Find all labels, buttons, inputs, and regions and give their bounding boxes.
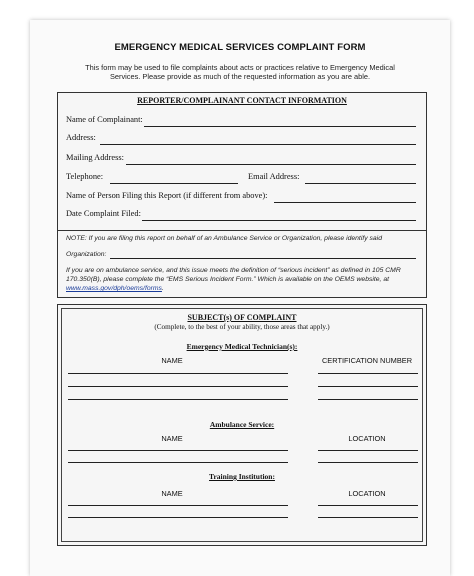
- email-address-label: Email Address:: [248, 172, 300, 181]
- subjects-subheading: (Complete, to the best of your ability, those areas that apply.): [154, 323, 330, 331]
- ambulance-location-field-2[interactable]: [318, 462, 418, 463]
- emt-name-column: NAME: [161, 356, 183, 365]
- ambulance-name-column: NAME: [161, 434, 183, 443]
- filer-name-label: Name of Person Filing this Report (if different from above):: [66, 191, 268, 200]
- form-title: EMERGENCY MEDICAL SERVICES COMPLAINT FORM: [114, 42, 366, 53]
- organization-label: Organization:: [66, 251, 107, 258]
- link-period: .: [161, 285, 164, 292]
- filer-name-field[interactable]: [274, 202, 416, 203]
- address-field[interactable]: [100, 144, 416, 145]
- training-institution-heading: Training Institution:: [209, 472, 275, 481]
- emt-name-field-1[interactable]: [68, 373, 288, 374]
- note-section: [57, 230, 427, 298]
- ambulance-location-field-1[interactable]: [318, 450, 418, 451]
- training-location-field-1[interactable]: [318, 505, 418, 506]
- training-name-field-1[interactable]: [68, 505, 288, 506]
- ambulance-location-column: LOCATION: [348, 434, 386, 443]
- contact-section-heading: REPORTER/COMPLAINANT CONTACT INFORMATION: [137, 96, 347, 105]
- subjects-inner-border: [61, 308, 423, 542]
- form-page: [30, 20, 450, 576]
- training-name-column: NAME: [161, 489, 183, 498]
- training-name-field-2[interactable]: [68, 517, 288, 518]
- emt-name-field-3[interactable]: [68, 399, 288, 400]
- note-text: NOTE: If you are filing this report on behalf of an Ambulance Service or Organization, please identify said: [66, 235, 382, 242]
- subjects-heading: SUBJECT(s) OF COMPLAINT: [187, 313, 297, 322]
- training-location-column: LOCATION: [348, 489, 386, 498]
- date-filed-label: Date Complaint Filed:: [66, 209, 141, 218]
- name-of-complainant-field[interactable]: [144, 126, 416, 127]
- serious-incident-text: [66, 266, 416, 293]
- subjects-section: [57, 304, 427, 546]
- name-of-complainant-label: Name of Complainant:: [66, 115, 143, 124]
- emt-name-field-2[interactable]: [68, 386, 288, 387]
- mailing-address-field[interactable]: [126, 164, 416, 165]
- contact-info-section: [57, 92, 427, 236]
- ambulance-service-heading: Ambulance Service:: [209, 420, 275, 429]
- telephone-label: Telephone:: [66, 172, 104, 181]
- emt-heading: Emergency Medical Technician(s):: [186, 342, 298, 351]
- organization-field[interactable]: [110, 258, 416, 259]
- email-address-field[interactable]: [305, 183, 416, 184]
- mailing-address-label: Mailing Address:: [66, 153, 124, 162]
- emt-cert-field-2[interactable]: [318, 386, 418, 387]
- oems-forms-link[interactable]: www.mass.gov/dph/oems/forms: [66, 285, 162, 292]
- emt-certification-column: CERTIFICATION NUMBER: [321, 356, 413, 365]
- training-location-field-2[interactable]: [318, 517, 418, 518]
- date-filed-field[interactable]: [142, 220, 416, 221]
- telephone-field[interactable]: [110, 183, 238, 184]
- emt-cert-field-3[interactable]: [318, 399, 418, 400]
- form-intro: This form may be used to file complaints about acts or practices relative to Emergency Medical Services. Please provide as much of the requested information as you are able.: [85, 63, 395, 82]
- address-label: Address:: [66, 133, 96, 142]
- emt-cert-field-1[interactable]: [318, 373, 418, 374]
- ambulance-name-field-1[interactable]: [68, 450, 288, 451]
- ambulance-name-field-2[interactable]: [68, 462, 288, 463]
- serious-incident-body: If you are on ambulance service, and this issue meets the definition of “serious incident” as defined in 105 CMR 170.350(B), please complete the “EMS Serious Incident Form.” Which is available on the OEMS website, at: [66, 267, 401, 283]
